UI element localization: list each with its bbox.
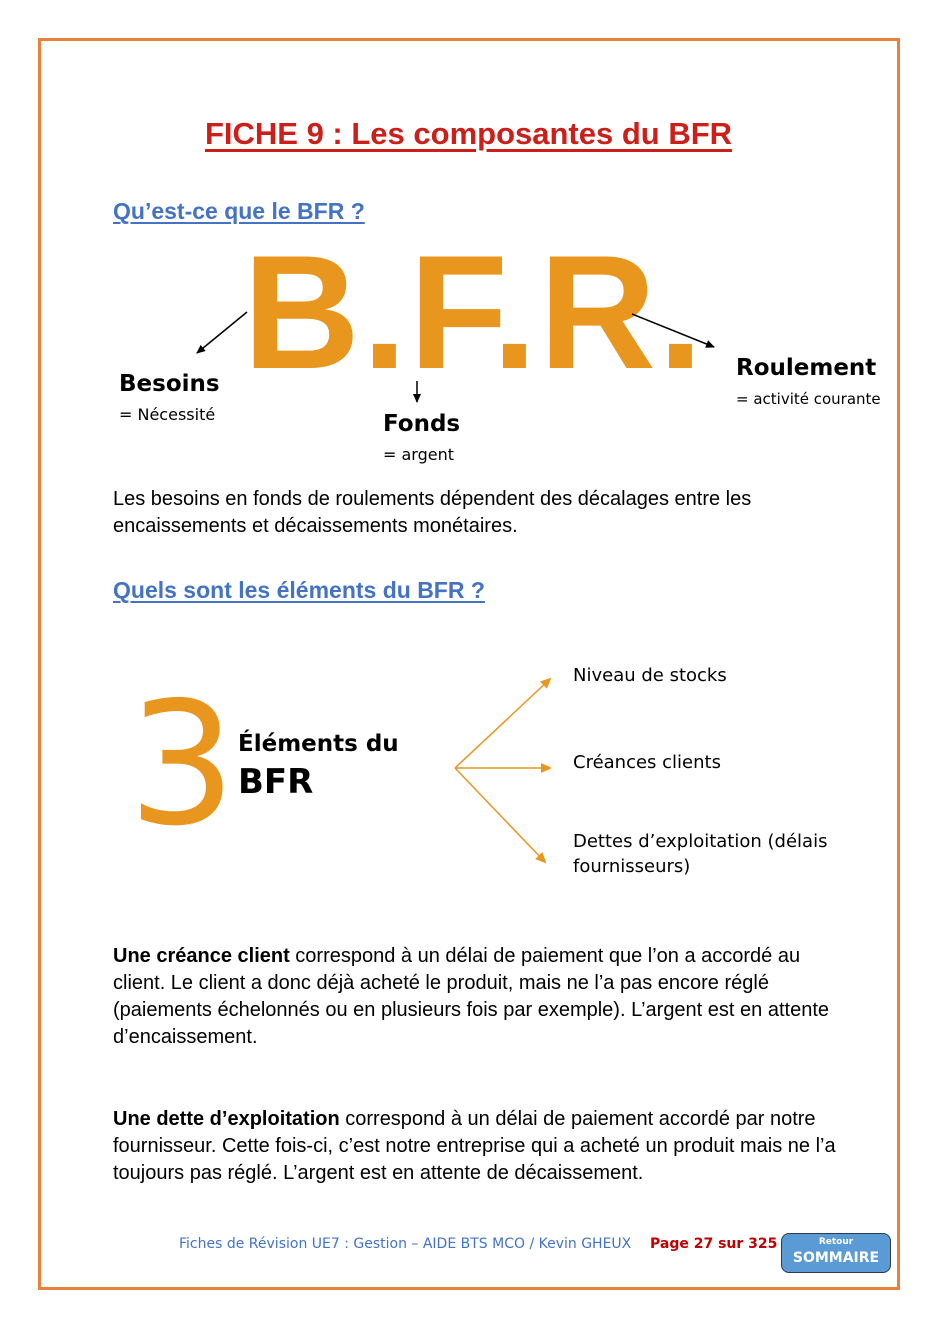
definition-dette-exploitation bbox=[113, 1106, 843, 1187]
word-roulement-meaning: = activité courante bbox=[736, 390, 881, 408]
elements-label-line2: BFR bbox=[238, 762, 314, 802]
word-roulement: Roulement bbox=[736, 355, 877, 381]
elements-label-line1: Éléments du bbox=[238, 731, 399, 757]
arrow-to-roulement bbox=[632, 314, 714, 347]
elements-count: 3 bbox=[128, 666, 237, 864]
section-heading-what-is-bfr: Qu’est-ce que le BFR ? bbox=[113, 198, 365, 224]
elements-label bbox=[238, 728, 399, 804]
definition-term: Une dette d’exploitation bbox=[113, 1108, 340, 1130]
definition-text: correspond à un délai de paiement que l’on a accordé au client. Le client a donc déjà acheté le produit, mais ne l’a pas encore réglé (paiements échelonnés ou en plusieurs fois par exemple). L’argent est en attente d’encaissement. bbox=[113, 945, 829, 1048]
word-besoins-meaning: = Nécessité bbox=[119, 405, 216, 424]
retour-sommaire-button[interactable] bbox=[781, 1233, 891, 1273]
page-number: Page 27 sur 325 bbox=[650, 1236, 778, 1252]
button-small-label: Retour bbox=[818, 1237, 854, 1247]
word-besoins: Besoins bbox=[119, 371, 220, 397]
page-title: FICHE 9 : Les composantes du BFR bbox=[204, 116, 733, 151]
footer-text: Fiches de Révision UE7 : Gestion – AIDE BTS MCO / Kevin GHEUX bbox=[179, 1236, 632, 1252]
definition-creance-client bbox=[113, 943, 843, 1051]
definition-text: correspond à un délai de paiement accordé par notre fournisseur. Cette fois-ci, c’est notre entreprise qui a acheté un produit mais ne l’a toujours pas réglé. L’argent est en attente de décaissement. bbox=[113, 1108, 836, 1184]
definition-term: Une créance client bbox=[113, 945, 290, 967]
arrow-to-besoins bbox=[197, 312, 247, 353]
section-heading-elements: Quels sont les éléments du BFR ? bbox=[113, 577, 485, 603]
element-creances: Créances clients bbox=[573, 752, 721, 773]
word-fonds-meaning: = argent bbox=[383, 445, 455, 464]
button-main-label: SOMMAIRE bbox=[792, 1250, 880, 1266]
word-fonds: Fonds bbox=[383, 411, 461, 437]
bfr-acronym: B.F.R. bbox=[243, 222, 706, 403]
arrow-to-dettes bbox=[455, 768, 545, 862]
element-stocks: Niveau de stocks bbox=[573, 665, 727, 686]
bfr-explanation: Les besoins en fonds de roulements dépendent des décalages entre les encaissements et décaissements monétaires. bbox=[113, 488, 752, 537]
arrow-to-stocks bbox=[455, 679, 550, 768]
element-dettes: Dettes d’exploitation (délais fournisseurs) bbox=[573, 831, 828, 877]
